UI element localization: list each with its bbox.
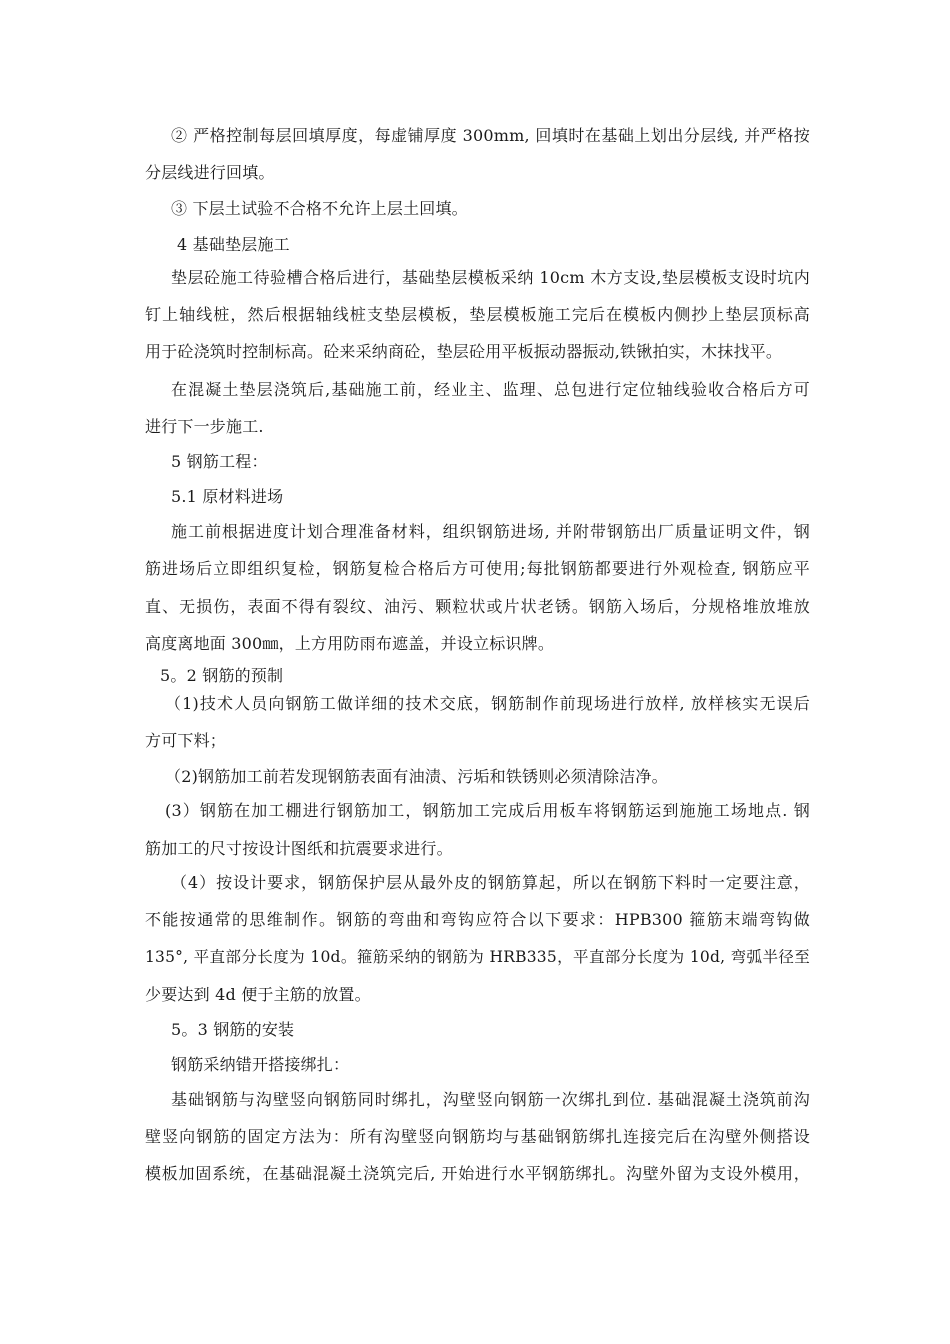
paragraph-line: 筋加工的尺寸按设计图纸和抗震要求进行。 bbox=[145, 839, 453, 858]
paragraph-line: 少要达到 4d 便于主筋的放置。 bbox=[145, 985, 371, 1004]
paragraph-line: （1)技术人员向钢筋工做详细的技术交底，钢筋制作前现场进行放样, 放样核实无误后 bbox=[165, 694, 810, 713]
paragraph-line: （4）按设计要求，钢筋保护层从最外皮的钢筋算起，所以在钢筋下料时一定要注意， bbox=[171, 873, 810, 892]
paragraph-line: (3）钢筋在加工棚进行钢筋加工，钢筋加工完成后用板车将钢筋运到施施工场地点. 钢 bbox=[165, 801, 810, 820]
paragraph-line: ② 严格控制每层回填厚度，每虚铺厚度 300mm, 回填时在基础上划出分层线, 并严格按 bbox=[171, 126, 810, 145]
paragraph-line: 直、无损伤，表面不得有裂纹、油污、颗粒状或片状老锈。钢筋入场后，分规格堆放堆放 bbox=[145, 597, 810, 616]
paragraph-line: 基础钢筋与沟壁竖向钢筋同时绑扎，沟壁竖向钢筋一次绑扎到位. 基础混凝土浇筑前沟 bbox=[171, 1090, 810, 1109]
subsection-heading: 5。3 钢筋的安装 bbox=[171, 1020, 295, 1039]
paragraph-line: 不能按通常的思维制作。钢筋的弯曲和弯钩应符合以下要求：HPB300 箍筋末端弯钩做 bbox=[145, 910, 810, 929]
paragraph-line: 钉上轴线桩，然后根据轴线桩支垫层模板，垫层模板施工完后在模板内侧抄上垫层顶标高 bbox=[145, 305, 810, 324]
paragraph-line: 135°, 平直部分长度为 10d。箍筋采纳的钢筋为 HRB335，平直部分长度为 10d, 弯弧半径至 bbox=[145, 948, 810, 966]
paragraph-line: ③ 下层土试验不合格不允许上层土回填。 bbox=[171, 199, 468, 218]
paragraph-line: 模板加固系统，在基础混凝土浇筑完后, 开始进行水平钢筋绑扎。沟壁外留为支设外模用， bbox=[145, 1164, 810, 1183]
paragraph-line: 分层线进行回填。 bbox=[145, 163, 275, 182]
section-heading: 5 钢筋工程： bbox=[171, 452, 268, 471]
paragraph-line: 施工前根据进度计划合理准备材料，组织钢筋进场, 并附带钢筋出厂质量证明文件，钢 bbox=[171, 522, 810, 541]
section-heading: 4 基础垫层施工 bbox=[177, 235, 290, 254]
paragraph-line: 高度离地面 300㎜，上方用防雨布遮盖，并设立标识牌。 bbox=[145, 634, 555, 653]
paragraph-line: 在混凝土垫层浇筑后,基础施工前，经业主、监理、总包进行定位轴线验收合格后方可 bbox=[171, 380, 810, 399]
paragraph-line: 壁竖向钢筋的固定方法为：所有沟壁竖向钢筋均与基础钢筋绑扎连接完后在沟壁外侧搭设 bbox=[145, 1127, 810, 1146]
subsection-heading: 5.1 原材料进场 bbox=[171, 487, 284, 506]
paragraph-line: 筋进场后立即组织复检，钢筋复检合格后方可使用;每批钢筋都要进行外观检查, 钢筋应平 bbox=[145, 559, 810, 578]
paragraph-line: 进行下一步施工. bbox=[145, 417, 264, 436]
paragraph-line: 钢筋采纳错开搭接绑扎： bbox=[171, 1055, 350, 1074]
paragraph-line: 垫层砼施工待验槽合格后进行，基础垫层模板采纳 10cm 木方支设,垫层模板支设时坑内 bbox=[171, 268, 810, 287]
paragraph-line: 方可下料； bbox=[145, 731, 227, 750]
paragraph-line: （2)钢筋加工前若发现钢筋表面有油渍、污垢和铁锈则必须清除洁净。 bbox=[165, 767, 668, 786]
subsection-heading: 5。2 钢筋的预制 bbox=[160, 666, 284, 685]
paragraph-line: 用于砼浇筑时控制标高。砼来采纳商砼，垫层砼用平板振动器振动,铁锹拍实，木抹找平。 bbox=[145, 342, 783, 361]
